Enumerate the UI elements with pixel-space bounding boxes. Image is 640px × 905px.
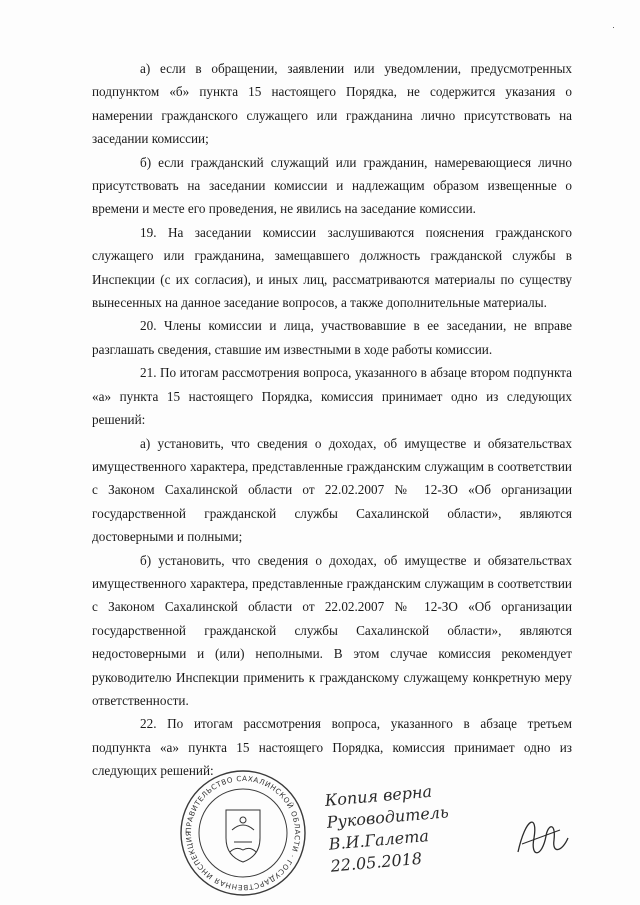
certification-copy-label: Копия верна — [324, 781, 433, 810]
paragraph-21b: б) установить, что сведения о доходах, об имуществе и обязательствах имущественного характера, представленные гражданским служащим в соответствии с Законом Сахалинской области от 22.02.2007 № 12-ЗО «Об организации государственной гражданской службы Сахалинской области», являются недостоверными и (или) неполными. В этом случае комиссия рекомендует руководителю Инспекции применить к гражданскому служащему конкретную меру ответственности. — [92, 552, 572, 708]
coat-of-arms-icon — [226, 810, 260, 862]
svg-text:ПРАВИТЕЛЬСТВО САХАЛИНСКОЙ ОБЛА — [184, 774, 302, 892]
paragraph-18b: б) если гражданский служащий или гражданин, намеревающиеся лично присутствовать на заседании комиссии и надлежащим образом извещенные о времени и месте его проведения, не явились на заседание комиссии. — [92, 154, 572, 217]
certification-name: В.И.Галета — [327, 826, 430, 854]
handwritten-signature — [512, 808, 572, 868]
corner-mark: · — [612, 22, 615, 32]
certification-block — [324, 777, 481, 878]
paragraph-21a: а) установить, что сведения о доходах, об имуществе и обязательствах имущественного характера, представленные гражданским служащим в соответствии с Законом Сахалинской области от 22.02.2007 № 12-ЗО «Об организации государственной гражданской службы Сахалинской области», являются достоверными и полными; — [92, 435, 572, 545]
paragraph-20: 20. Члены комиссии и лица, участвовавшие в ее заседании, не вправе разглашать сведения, ставшие им известными в ходе работы комиссии. — [92, 318, 572, 357]
official-seal-stamp — [178, 768, 308, 898]
paragraph-22: 22. По итогам рассмотрения вопроса, указанного в абзаце третьем подпункта «а» пункта 15 настоящего Порядка, комиссия принимает одно из следующих решений: — [92, 716, 572, 779]
document-body — [92, 57, 572, 783]
paragraph-21: 21. По итогам рассмотрения вопроса, указанного в абзаце втором подпункта «а» пункта 15 настоящего Порядка, комиссия принимает одно из следующих решений: — [92, 365, 572, 428]
paragraph-18a: а) если в обращении, заявлении или уведомлении, предусмотренных подпунктом «б» пункта 15 настоящего Порядка, не содержится указания о намерении гражданского служащего или гражданина лично присутствовать на заседании комиссии; — [92, 61, 572, 147]
certification-date: 22.05.2018 — [329, 848, 423, 876]
certification-position: Руководитель — [326, 802, 450, 832]
seal-ring-text: ПРАВИТЕЛЬСТВО САХАЛИНСКОЙ ОБЛАСТИ · ГОСУДАРСТВЕННАЯ ИНСПЕКЦИЯ — [183, 773, 303, 893]
paragraph-19: 19. На заседании комиссии заслушиваются пояснения гражданского служащего или гражданина, замещавшего должность гражданской службы в Инспекции (с их согласия), и иных лиц, рассматриваются материалы по существу вынесенных на данное заседание вопросов, а также дополнительные материалы. — [92, 224, 572, 311]
